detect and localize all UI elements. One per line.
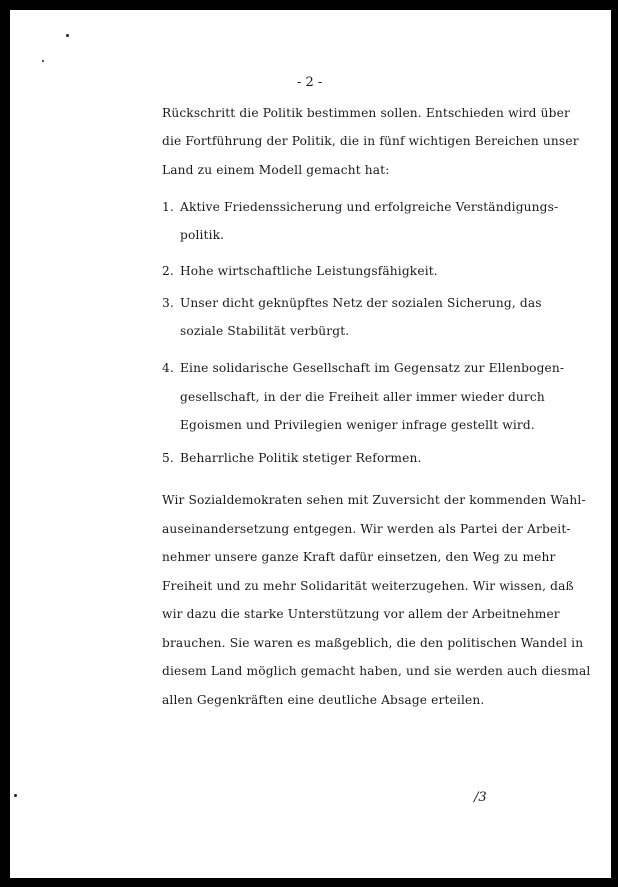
intro-line: Land zu einem Modell gemacht hat:: [162, 163, 390, 177]
list-item-text: Unser dicht geknüpftes Netz der sozialen Sicherung, das: [180, 296, 542, 310]
scan-speck: [42, 60, 44, 62]
list-item-text: Eine solidarische Gesellschaft im Gegensatz zur Ellenbogen-: [180, 361, 565, 375]
document-page: [10, 10, 611, 878]
list-item: [162, 200, 558, 214]
list-item-text: gesellschaft, in der die Freiheit aller immer wieder durch: [180, 390, 545, 404]
list-item-text: Aktive Friedenssicherung und erfolgreiche Verständigungs-: [180, 200, 559, 214]
list-item: [162, 296, 542, 310]
list-number: 4.: [162, 361, 174, 375]
list-item: [162, 361, 564, 375]
scan-speck: [14, 794, 17, 797]
body-line: diesem Land möglich gemacht haben, und sie werden auch diesmal: [162, 664, 591, 678]
list-item-text: Beharrliche Politik stetiger Reformen.: [180, 451, 422, 465]
scan-speck: [66, 34, 69, 37]
body-line: auseinandersetzung entgegen. Wir werden als Partei der Arbeit-: [162, 522, 571, 536]
list-item-text: soziale Stabilität verbürgt.: [180, 324, 350, 338]
list-item: [162, 264, 438, 278]
next-page-reference: /3: [474, 790, 487, 805]
body-line: wir dazu die starke Unterstützung vor allem der Arbeitnehmer: [162, 607, 560, 621]
body-line: allen Gegenkräften eine deutliche Absage erteilen.: [162, 693, 485, 707]
list-number: 5.: [162, 451, 174, 465]
page-number: - 2 -: [297, 75, 323, 90]
body-line: nehmer unsere ganze Kraft dafür einsetzen, den Weg zu mehr: [162, 550, 556, 564]
body-line: Freiheit und zu mehr Solidarität weiterzugehen. Wir wissen, daß: [162, 579, 574, 593]
list-number: 3.: [162, 296, 174, 310]
list-item-text: Hohe wirtschaftliche Leistungsfähigkeit.: [180, 264, 438, 278]
intro-line: die Fortführung der Politik, die in fünf wichtigen Bereichen unser: [162, 134, 579, 148]
list-item: [162, 451, 422, 465]
list-item-text: politik.: [180, 228, 225, 242]
list-number: 2.: [162, 264, 174, 278]
list-item-text: Egoismen und Privilegien weniger infrage gestellt wird.: [180, 418, 535, 432]
body-line: Wir Sozialdemokraten sehen mit Zuversicht der kommenden Wahl-: [162, 493, 586, 507]
list-number: 1.: [162, 200, 174, 214]
body-line: brauchen. Sie waren es maßgeblich, die den politischen Wandel in: [162, 636, 584, 650]
intro-line: Rückschritt die Politik bestimmen sollen. Entschieden wird über: [162, 106, 570, 120]
